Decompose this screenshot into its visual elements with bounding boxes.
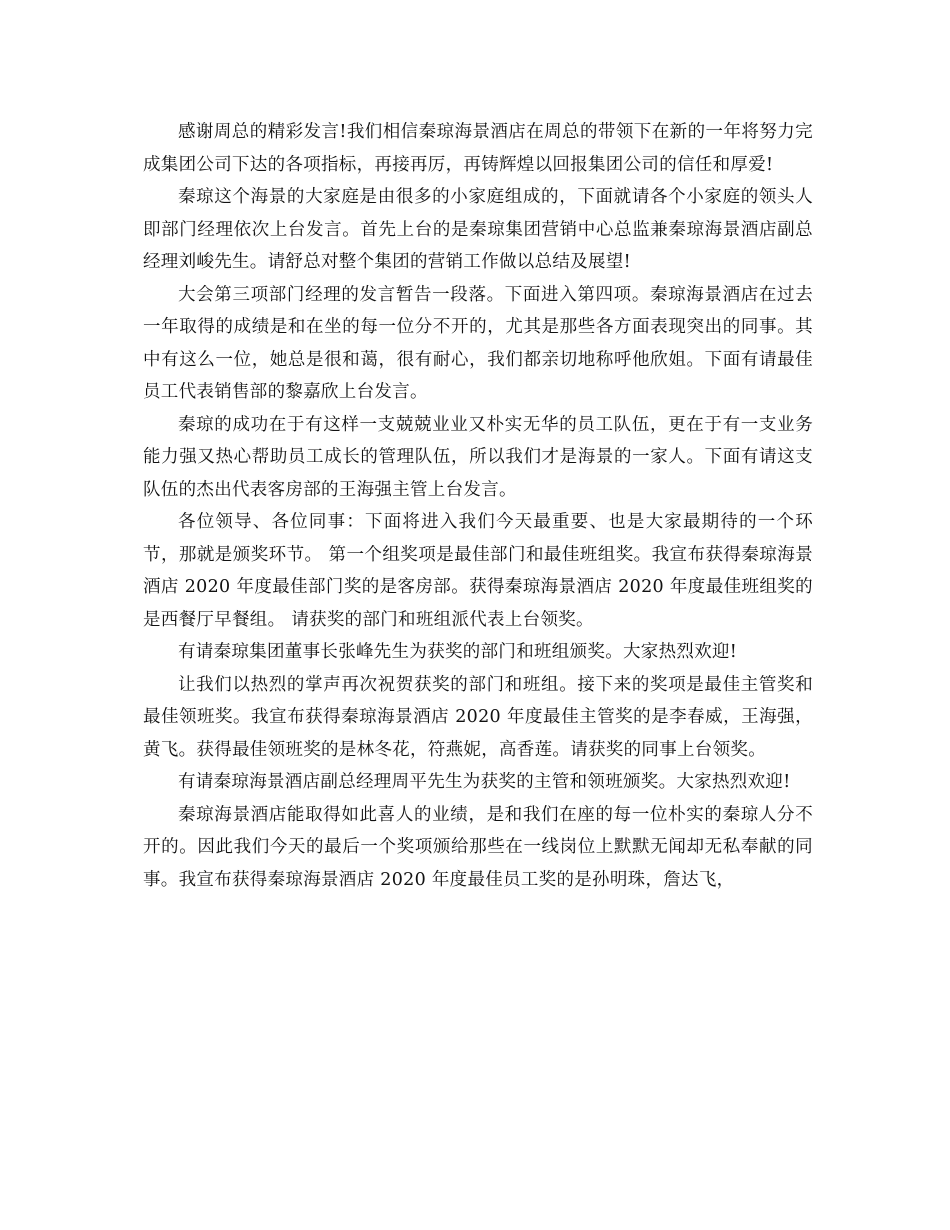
document-body	[143, 116, 813, 896]
paragraph: 秦琼这个海景的大家庭是由很多的小家庭组成的，下面就请各个小家庭的领头人即部门经理依次上台发言。首先上台的是秦琼集团营销中心总监兼秦琼海景酒店副总经理刘峻先生。请舒总对整个集团的营销工作做以总结及展望!	[143, 187, 813, 272]
paragraph: 秦琼海景酒店能取得如此喜人的业绩，是和我们在座的每一位朴实的秦琼人分不开的。因此我们今天的最后一个奖项颁给那些在一线岗位上默默无闻却无私奉献的同事。我宣布获得秦琼海景酒店 2020 年度最佳员工奖的是孙明珠，詹达飞，	[143, 804, 813, 890]
paragraph: 让我们以热烈的掌声再次祝贺获奖的部门和班组。接下来的奖项是最佳主管奖和最佳领班奖。我宣布获得秦琼海景酒店 2020 年度最佳主管奖的是李春威，王海强，黄飞。获得最佳领班奖的是林冬花，符燕妮，高香莲。请获奖的同事上台领奖。	[143, 674, 813, 760]
paragraph: 有请秦琼海景酒店副总经理周平先生为获奖的主管和领班颁奖。大家热烈欢迎!	[178, 772, 791, 792]
paragraph: 各位领导、各位同事：下面将进入我们今天最重要、也是大家最期待的一个环节，那就是颁奖环节。 第一个组奖项是最佳部门和最佳班组奖。我宣布获得秦琼海景酒店 2020 年度最佳部门奖的是客房部。获得秦琼海景酒店 2020 年度最佳班组奖的是西餐厅早餐组。 请获奖的部门和班组派代表上台领奖。	[143, 512, 813, 630]
paragraph: 感谢周总的精彩发言!我们相信秦琼海景酒店在周总的带领下在新的一年将努力完成集团公司下达的各项指标，再接再厉，再铸辉煌以回报集团公司的信任和厚爱!	[143, 122, 813, 175]
paragraph: 大会第三项部门经理的发言暂告一段落。下面进入第四项。秦琼海景酒店在过去一年取得的成绩是和在坐的每一位分不开的，尤其是那些各方面表现突出的同事。其中有这么一位，她总是很和蔼，很有耐心，我们都亲切地称呼他欣姐。下面有请最佳员工代表销售部的黎嘉欣上台发言。	[143, 284, 813, 402]
paragraph: 秦琼的成功在于有这样一支兢兢业业又朴实无华的员工队伍，更在于有一支业务能力强又热心帮助员工成长的管理队伍，所以我们才是海景的一家人。下面有请这支队伍的杰出代表客房部的王海强主管上台发言。	[143, 414, 813, 500]
paragraph: 有请秦琼集团董事长张峰先生为获奖的部门和班组颁奖。大家热烈欢迎!	[178, 642, 738, 662]
